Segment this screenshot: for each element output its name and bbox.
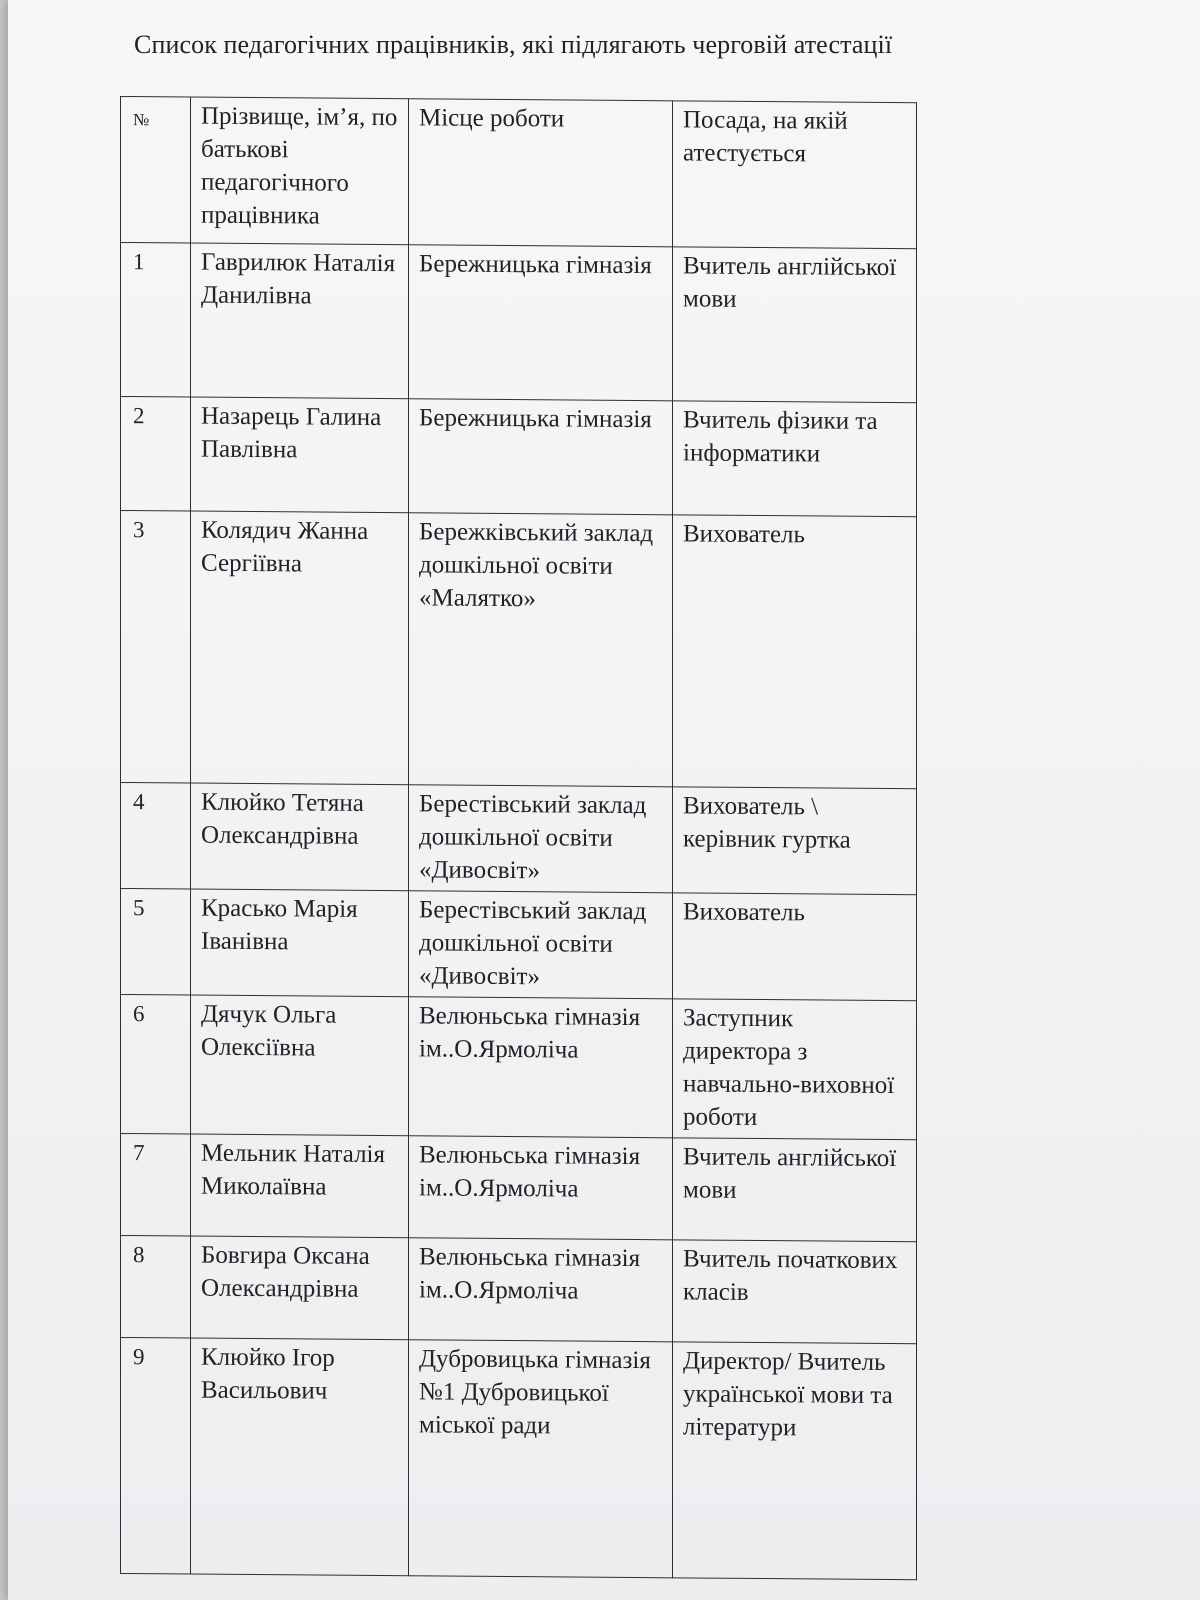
document-page [8, 0, 1200, 1600]
workplace: Бережницька гімназія [409, 399, 673, 515]
row-number: 4 [121, 783, 191, 890]
workplace: Бережківський заклад дошкільної освіти «Малятко» [409, 513, 673, 787]
position: Заступник директора з навчально-виховної роботи [673, 999, 917, 1140]
row-number: 3 [121, 511, 191, 784]
workplace: Дубровицька гімназія №1 Дубровицької міської ради [409, 1340, 673, 1578]
table-row [121, 995, 917, 1140]
row-number: 2 [121, 397, 191, 512]
position: Вихователь [673, 515, 917, 789]
table-row [121, 1236, 917, 1344]
table-row [121, 243, 917, 403]
row-number: 6 [121, 995, 191, 1135]
table-row [121, 1134, 917, 1242]
teacher-name: Красько Марія Іванівна [191, 889, 409, 997]
teacher-name: Гаврилюк Наталія Данилівна [191, 243, 409, 399]
workplace: Велюньська гімназія ім..О.Ярмоліча [409, 997, 673, 1138]
teacher-name: Колядич Жанна Сергіївна [191, 511, 409, 785]
workplace: Велюньська гімназія ім..О.Ярмоліча [409, 1136, 673, 1240]
workplace: Берестівський заклад дошкільної освіти «Дивосвіт» [409, 785, 673, 893]
table-row [121, 397, 917, 517]
header-workplace: Місце роботи [409, 99, 673, 247]
table-row [121, 1338, 917, 1580]
table-row [121, 783, 917, 895]
row-number: 9 [121, 1338, 191, 1575]
table-row [121, 511, 917, 789]
header-full-name: Прізвище, ім’я, по батькові педагогічного працівника [191, 97, 409, 245]
position: Вчитель англійської мови [673, 1138, 917, 1242]
teacher-name: Мельник Наталія Миколаївна [191, 1134, 409, 1238]
row-number: 5 [121, 889, 191, 996]
workplace: Бережницька гімназія [409, 245, 673, 401]
position: Вихователь \ керівник гуртка [673, 787, 917, 895]
table-row [121, 889, 917, 1001]
row-number: 7 [121, 1134, 191, 1237]
position: Директор/ Вчитель української мови та літератури [673, 1342, 917, 1580]
workplace: Велюньська гімназія ім..О.Ярмоліча [409, 1238, 673, 1342]
header-number: № [121, 97, 191, 244]
teacher-name: Клюйко Ігор Васильович [191, 1338, 409, 1576]
table-header-row [121, 97, 917, 249]
position: Вчитель фізики та інформатики [673, 401, 917, 517]
workplace: Берестівський заклад дошкільної освіти «Дивосвіт» [409, 891, 673, 999]
header-position: Посада, на якій атестується [673, 101, 917, 249]
teacher-name: Клюйко Тетяна Олександрівна [191, 783, 409, 891]
position: Вчитель англійської мови [673, 247, 917, 403]
row-number: 8 [121, 1236, 191, 1339]
row-number: 1 [121, 243, 191, 398]
teacher-name: Бовгира Оксана Олександрівна [191, 1236, 409, 1340]
position: Вихователь [673, 893, 917, 1001]
teachers-table [120, 96, 917, 1580]
teacher-name: Дячук Ольга Олексіївна [191, 995, 409, 1136]
position: Вчитель початкових класів [673, 1240, 917, 1344]
teacher-name: Назарець Галина Павлівна [191, 397, 409, 513]
page-title: Список педагогічних працівників, які підлягають черговій атестації [134, 30, 893, 59]
